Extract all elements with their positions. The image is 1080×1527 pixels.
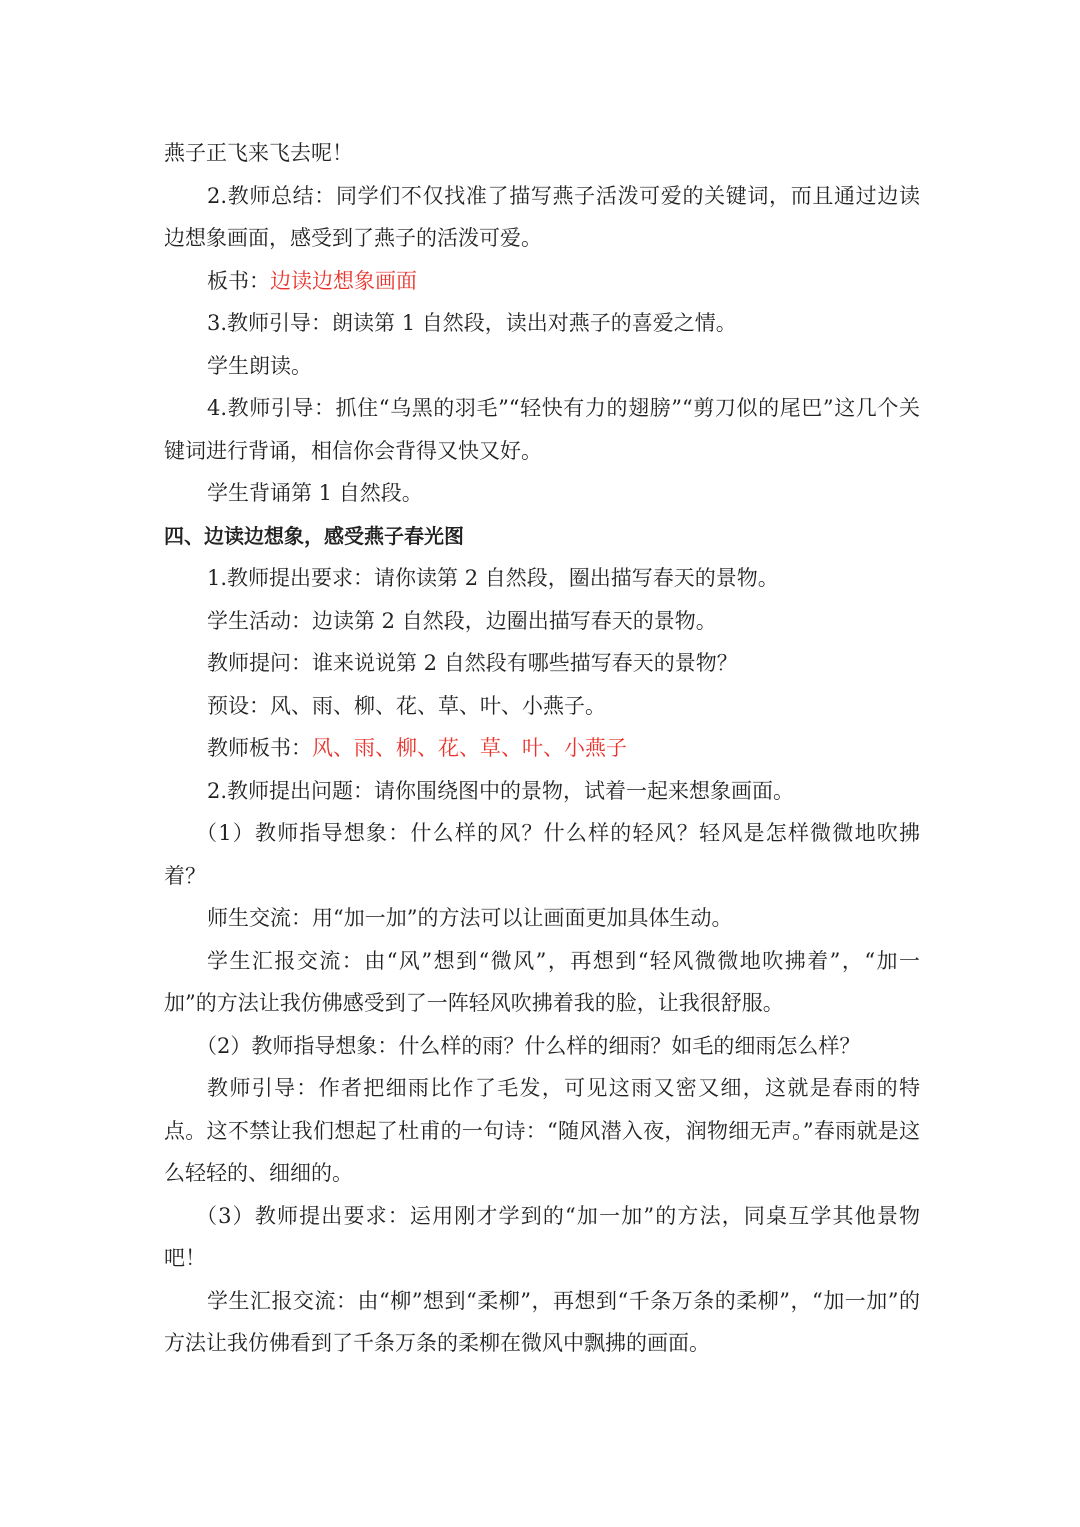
paragraph-teacher-problem-2: 2.教师提出问题：请你围绕图中的景物，试着一起来想象画面。 — [207, 778, 795, 803]
paragraph-board-writing — [164, 260, 920, 303]
paragraph-exchange: 师生交流：用“加一加”的方法可以让画面更加具体生动。 — [207, 906, 733, 930]
teacher-board-highlight: 风、雨、柳、花、草、叶、小燕子 — [312, 736, 627, 760]
paragraph-teacher-question: 教师提问：谁来说说第 2 自然段有哪些描写春天的景物？ — [207, 651, 738, 675]
paragraph-teacher-guide-rain: 教师引导：作者把细雨比作了毛发，可见这雨又密又细，这就是春雨的特点。这不禁让我们想起了杜甫的一句诗：“随风潜入夜，润物细无声。”春雨就是这么轻轻的、细细的。 — [164, 1076, 920, 1185]
paragraph-imagine-wind: （1）教师指导想象：什么样的风？什么样的轻风？轻风是怎样微微地吹拂着？ — [164, 821, 920, 888]
paragraph-student-activity: 学生活动：边读第 2 自然段，边圈出描写春天的景物。 — [207, 608, 717, 633]
section-heading: 四、边读边想象，感受燕子春光图 — [164, 523, 464, 548]
paragraph-report-wind: 学生汇报交流：由“风”想到“微风”，再想到“轻风微微地吹拂着”，“加一加”的方法让我仿佛感受到了一阵轻风吹拂着我的脸，让我很舒服。 — [164, 948, 920, 1015]
board-text-highlight: 边读边想象画面 — [270, 268, 417, 293]
paragraph-imagine-rain: （2）教师指导想象：什么样的雨？什么样的细雨？如毛的细雨怎么样？ — [196, 1033, 861, 1058]
paragraph-student-recite: 学生背诵第 1 自然段。 — [207, 481, 423, 505]
teacher-board-label: 教师板书： — [207, 736, 312, 760]
paragraph-teacher-guide-3: 3.教师引导：朗读第 1 自然段，读出对燕子的喜爱之情。 — [207, 311, 737, 335]
paragraph-preset: 预设：风、雨、柳、花、草、叶、小燕子。 — [207, 693, 606, 718]
paragraph-teacher-board — [164, 727, 920, 770]
board-label: 板书： — [207, 268, 270, 293]
paragraph-teacher-request-3: （3）教师提出要求：运用刚才学到的“加一加”的方法，同桌互学其他景物吧！ — [164, 1203, 920, 1270]
paragraph-student-reading: 学生朗读。 — [207, 353, 312, 378]
paragraph-continuation: 燕子正飞来飞去呢！ — [164, 141, 353, 165]
paragraph-report-willow: 学生汇报交流：由“柳”想到“柔柳”，再想到“千条万条的柔柳”，“加一加”的方法让我仿佛看到了千条万条的柔柳在微风中飘拂的画面。 — [164, 1288, 920, 1355]
paragraph-teacher-summary: 2.教师总结：同学们不仅找准了描写燕子活泼可爱的关键词，而且通过边读边想象画面，感受到了燕子的活泼可爱。 — [164, 183, 920, 250]
paragraph-teacher-guide-4: 4.教师引导：抓住“乌黑的羽毛”“轻快有力的翅膀”“剪刀似的尾巴”这几个关键词进行背诵，相信你会背得又快又好。 — [164, 396, 920, 463]
paragraph-teacher-request-1: 1.教师提出要求：请你读第 2 自然段，圈出描写春天的景物。 — [207, 566, 779, 590]
document-body — [164, 132, 920, 1365]
